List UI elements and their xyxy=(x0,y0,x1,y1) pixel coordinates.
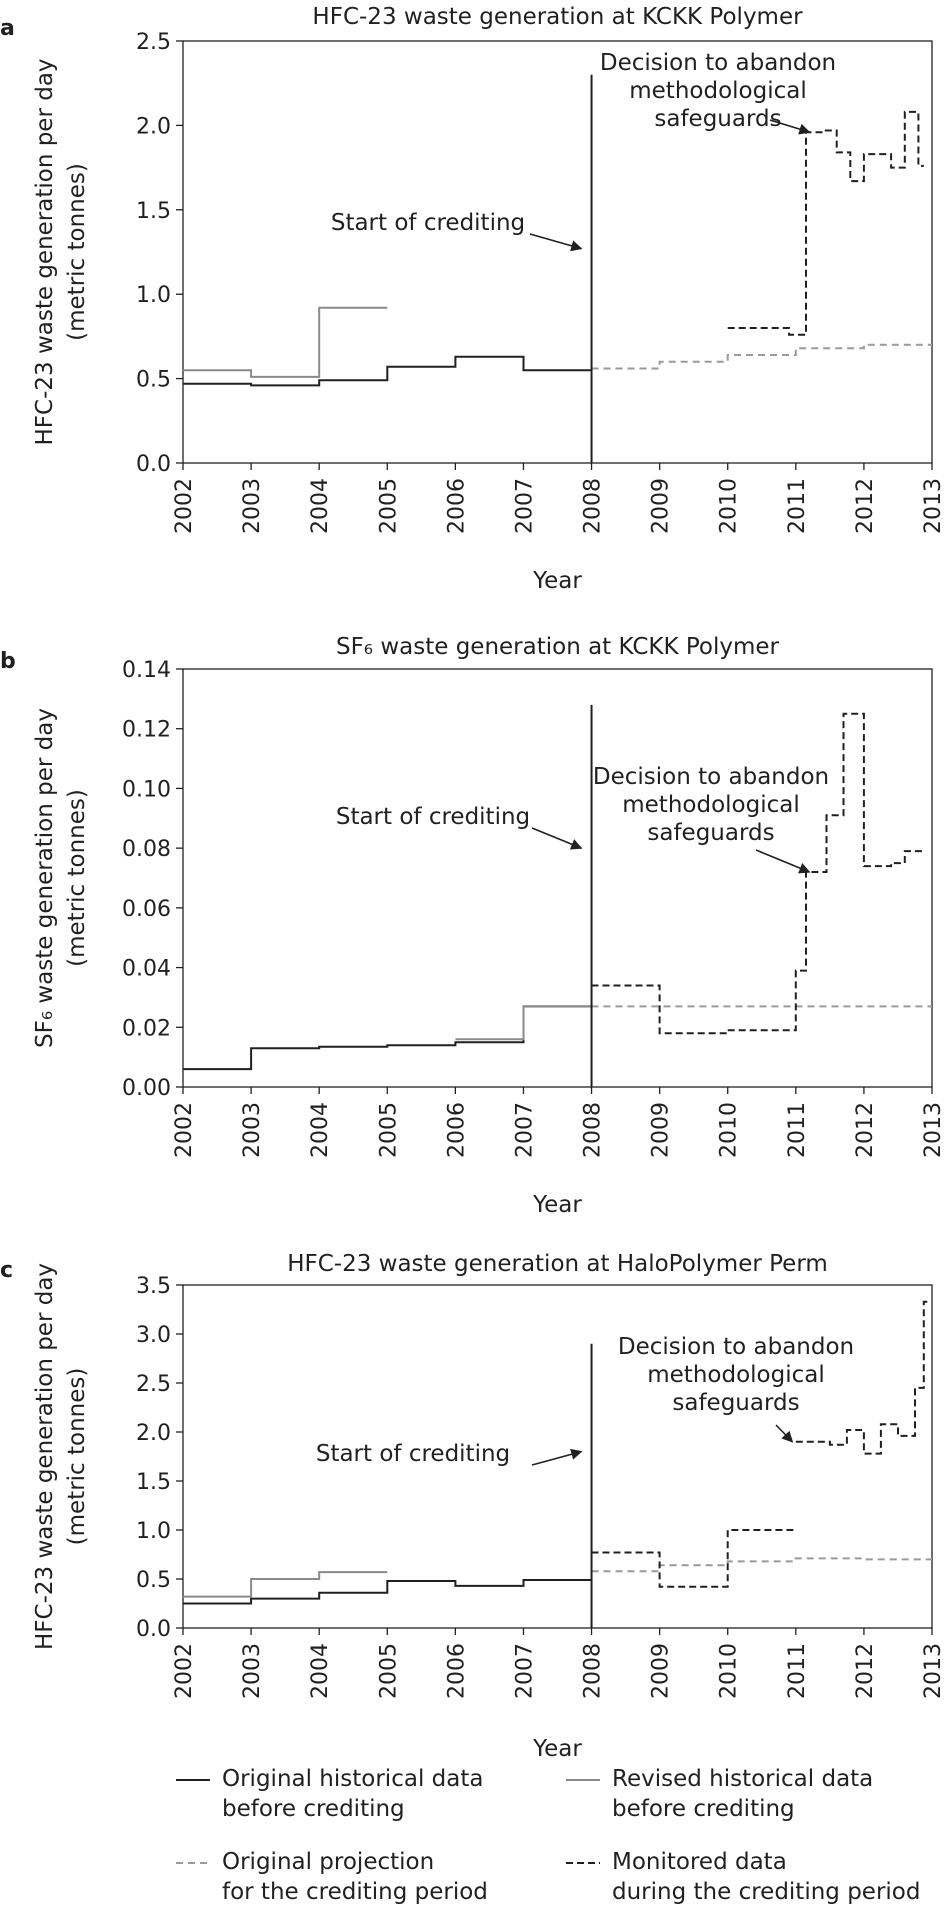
annotation-text: safeguards xyxy=(654,106,782,132)
annotation-text: Start of crediting xyxy=(335,804,531,830)
x-tick-label: 2004 xyxy=(308,1643,334,1699)
y-tick-label: 1.5 xyxy=(136,1470,171,1495)
x-tick-label: 2006 xyxy=(444,478,470,534)
annotation-text: methodological xyxy=(622,792,800,818)
annotation-arrow xyxy=(776,1425,792,1442)
y-tick-label: 0.04 xyxy=(122,956,171,982)
chart-title: SF₆ waste generation at KCKK Polymer xyxy=(335,634,780,660)
y-tick-label: 0.08 xyxy=(122,837,171,863)
x-tick-label: 2002 xyxy=(172,1102,197,1158)
y-axis-label: SF₆ waste generation per day xyxy=(32,708,58,1048)
x-tick-label: 2006 xyxy=(444,1643,470,1699)
x-tick-label: 2005 xyxy=(376,1643,402,1699)
y-axis-label: (metric tonnes) xyxy=(64,163,90,341)
legend-label: during the crediting period xyxy=(612,1879,921,1905)
x-axis-label: Year xyxy=(533,1736,582,1762)
legend-item xyxy=(566,1766,873,1822)
y-tick-label: 1.0 xyxy=(136,283,171,309)
y-tick-label: 0.00 xyxy=(122,1076,171,1101)
x-tick-label: 2013 xyxy=(921,1643,946,1699)
y-tick-label: 0.0 xyxy=(136,452,171,477)
annotation-text: methodological xyxy=(647,1362,825,1388)
y-axis-label: (metric tonnes) xyxy=(64,1367,90,1546)
annotation-arrow xyxy=(532,828,581,848)
annotation-arrow xyxy=(532,1452,581,1465)
x-tick-label: 2008 xyxy=(580,478,606,534)
series-dashed-gray xyxy=(592,1558,933,1571)
legend-item xyxy=(176,1766,483,1822)
y-tick-label: 3.0 xyxy=(136,1323,171,1348)
annotation-text: safeguards xyxy=(647,820,775,846)
legend-label: Revised historical data xyxy=(612,1766,874,1792)
y-axis-label: HFC-23 waste generation per day xyxy=(32,1262,58,1651)
y-tick-label: 2.0 xyxy=(136,1421,171,1446)
x-axis-label: Year xyxy=(533,568,582,594)
panel-letter: a xyxy=(0,16,15,42)
y-tick-label: 2.5 xyxy=(136,1372,171,1397)
y-tick-label: 2.0 xyxy=(136,114,171,140)
x-tick-label: 2006 xyxy=(444,1102,470,1158)
plot-frame xyxy=(183,669,932,1087)
series-solid-black xyxy=(183,1580,592,1604)
y-tick-label: 0.12 xyxy=(122,717,171,743)
x-tick-label: 2007 xyxy=(512,1102,538,1158)
x-tick-label: 2007 xyxy=(512,1643,538,1699)
legend-item xyxy=(176,1849,488,1905)
y-tick-label: 0.5 xyxy=(136,367,171,393)
x-tick-label: 2012 xyxy=(852,1643,878,1699)
x-tick-label: 2010 xyxy=(716,478,742,534)
x-tick-label: 2008 xyxy=(580,1102,606,1158)
legend-label: Original projection xyxy=(222,1849,435,1875)
annotation-text: Start of crediting xyxy=(330,210,526,236)
x-tick-label: 2005 xyxy=(376,1102,402,1158)
annotation-text: methodological xyxy=(629,78,807,104)
series-solid-gray xyxy=(183,308,387,377)
annotation-arrow xyxy=(530,234,581,249)
legend-item xyxy=(566,1849,920,1905)
series-dashed-black xyxy=(728,112,924,335)
x-tick-label: 2011 xyxy=(784,1102,810,1158)
y-tick-label: 0.06 xyxy=(122,896,171,922)
legend-label: Original historical data xyxy=(222,1766,484,1792)
x-tick-label: 2002 xyxy=(172,478,197,534)
x-tick-label: 2012 xyxy=(852,478,878,534)
x-tick-label: 2009 xyxy=(648,478,674,534)
panel-letter: b xyxy=(0,649,16,675)
y-tick-label: 1.0 xyxy=(136,1519,171,1544)
x-tick-label: 2003 xyxy=(240,478,266,534)
x-tick-label: 2003 xyxy=(240,1102,266,1158)
legend-label: Monitored data xyxy=(612,1849,787,1875)
x-tick-label: 2011 xyxy=(784,478,810,534)
plot-frame xyxy=(183,41,932,463)
y-tick-label: 3.5 xyxy=(136,1274,171,1299)
legend-label: before crediting xyxy=(222,1796,405,1822)
x-tick-label: 2004 xyxy=(308,1102,334,1158)
y-tick-label: 0.14 xyxy=(122,658,171,683)
annotation-text: Start of crediting xyxy=(315,1441,511,1467)
chart-title: HFC-23 waste generation at KCKK Polymer xyxy=(312,4,803,30)
x-tick-label: 2009 xyxy=(648,1643,674,1699)
y-axis-label: HFC-23 waste generation per day xyxy=(32,58,58,446)
x-tick-label: 2005 xyxy=(376,478,402,534)
series-dashed-black xyxy=(592,1530,796,1587)
annotation-arrow xyxy=(756,850,809,872)
chart-panel-c xyxy=(0,1251,946,1762)
series-solid-black xyxy=(183,1006,592,1069)
series-solid-gray xyxy=(455,1006,591,1039)
series-dashed-black xyxy=(592,714,926,1034)
series-dashed-gray xyxy=(592,345,933,369)
chart-title: HFC-23 waste generation at HaloPolymer Perm xyxy=(287,1251,828,1277)
y-tick-label: 1.5 xyxy=(136,198,171,224)
y-tick-label: 0.0 xyxy=(136,1617,171,1642)
y-tick-label: 0.10 xyxy=(122,777,171,803)
x-tick-label: 2012 xyxy=(852,1102,878,1158)
x-tick-label: 2009 xyxy=(648,1102,674,1158)
annotation-text: safeguards xyxy=(672,1390,800,1416)
x-tick-label: 2013 xyxy=(921,1102,946,1158)
x-tick-label: 2010 xyxy=(716,1102,742,1158)
legend xyxy=(176,1766,920,1905)
x-tick-label: 2007 xyxy=(512,478,538,534)
annotation-text: Decision to abandon xyxy=(617,1334,855,1360)
y-tick-label: 2.5 xyxy=(136,30,171,55)
x-tick-label: 2004 xyxy=(308,478,334,534)
chart-panel-a xyxy=(0,4,946,594)
legend-label: before crediting xyxy=(612,1796,795,1822)
annotation-text: Decision to abandon xyxy=(599,50,837,76)
y-tick-label: 0.02 xyxy=(122,1016,171,1042)
x-tick-label: 2008 xyxy=(580,1643,606,1699)
x-tick-label: 2010 xyxy=(716,1643,742,1699)
x-tick-label: 2003 xyxy=(240,1643,266,1699)
x-tick-label: 2011 xyxy=(784,1643,810,1699)
x-tick-label: 2013 xyxy=(921,478,946,534)
legend-label: for the crediting period xyxy=(222,1879,488,1905)
x-tick-label: 2002 xyxy=(172,1643,197,1699)
y-tick-label: 0.5 xyxy=(136,1568,171,1593)
panel-letter: c xyxy=(0,1258,14,1284)
x-axis-label: Year xyxy=(533,1192,582,1218)
chart-panel-b xyxy=(0,634,946,1218)
annotation-text: Decision to abandon xyxy=(592,764,830,790)
y-axis-label: (metric tonnes) xyxy=(64,789,90,967)
